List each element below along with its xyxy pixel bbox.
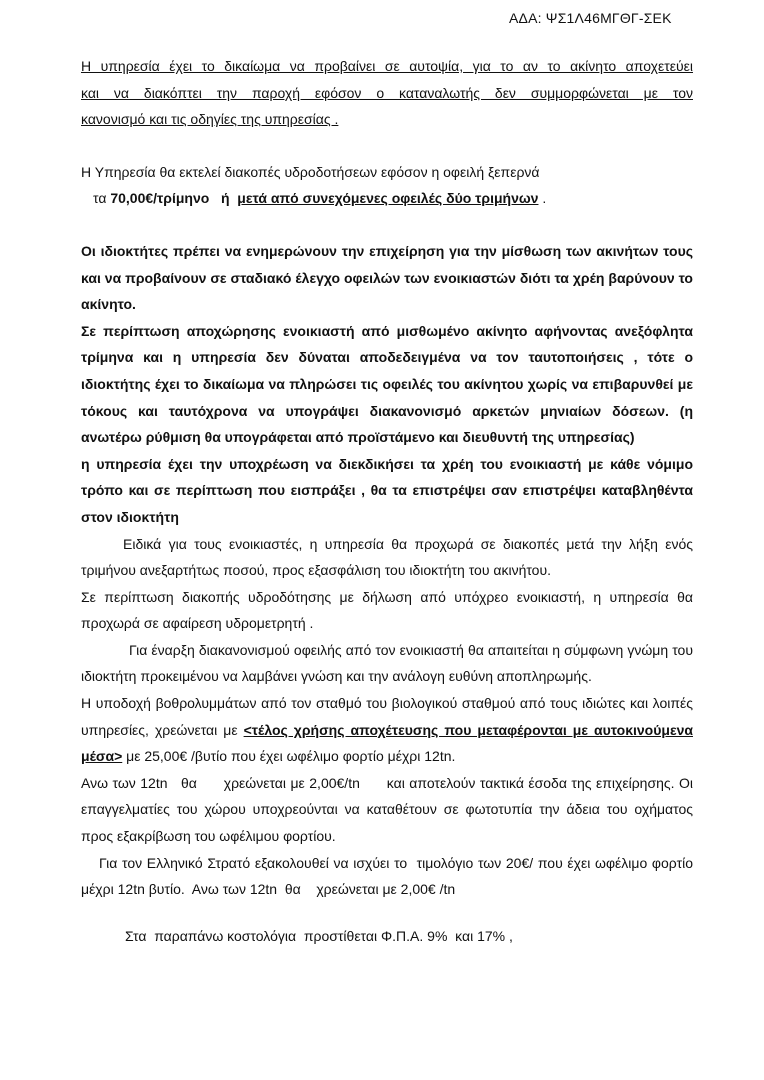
supply-cut-or: ή xyxy=(209,190,238,207)
inspection-line-1: Η υπηρεσία έχει το δικαίωμα να προβαίνει σε αυτοψία, για το αν το ακίνητο αποχετεύει xyxy=(81,58,693,74)
document-body xyxy=(81,53,697,949)
spacer xyxy=(81,133,693,159)
spacer xyxy=(81,903,693,923)
ada-code: ΑΔΑ: ΨΣ1Λ46ΜΓΘΓ-ΣΕΚ xyxy=(509,10,672,26)
supply-cut-condition: μετά από συνεχόμενες οφειλές δύο τριμήνων xyxy=(237,190,539,207)
owners-paragraph: Οι ιδιοκτήτες πρέπει να ενημερώνουν την επιχείρηση για την μίσθωση των ακινήτων τους και να προβαίνουν σε σταδιακό έλεγχο οφειλών των ενοικιαστών διότι τα χρέη βαρύνουν το ακίνητο. xyxy=(81,242,693,313)
spacer xyxy=(81,212,693,238)
inspection-paragraph xyxy=(81,53,693,133)
over-12tn-paragraph: Ανω των 12tn θα χρεώνεται με 2,00€/tn και αποτελούν τακτικά έσοδα της επιχείρησης. Οι επαγγελματίες του χώρου υποχρεούνται να καταθέτουν σε φωτοτυπία την άδεια του οχήματος προς εξακρίβωση του ωφέλιμου φορτίου. xyxy=(81,774,697,845)
vat-paragraph: Στα παραπάνω κοστολόγια προστίθεται Φ.Π.Α. 9% και 17% , xyxy=(125,927,513,944)
supply-cut-amount: 70,00€/τρίμηνο xyxy=(110,190,210,207)
debt-claim-paragraph: η υπηρεσία έχει την υποχρέωση να διεκδικήσει τα χρέη του ενοικιαστή με κάθε νόμιμο τρόπο και σε περίπτωση που εισπράξει , θα τα επιστρέψει σαν επιστρέψει καταβληθέντα στον ιδιοκτήτη xyxy=(81,455,693,525)
supply-cut-line-1: Η Υπηρεσία θα εκτελεί διακοπές υδροδοτήσεων εφόσον η οφειλή ξεπερνά xyxy=(81,163,540,180)
tenants-cut-paragraph: Ειδικά για τους ενοικιαστές, η υπηρεσία θα προχωρά σε διακοπές μετά την λήξη ενός τριμήνου ανεξαρτήτως ποσού, προς εξασφάλιση του ιδιοκτήτη του ακινήτου. xyxy=(81,535,693,579)
settlement-consent-paragraph: Για έναρξη διακανονισμού οφειλής από τον ενοικιαστή θα απαιτείται η σύμφωνη γνώμη του ιδιοκτήτη προκειμένου να λαμβάνει γνώση και την ανάλογη ευθύνη αποπληρωμής. xyxy=(81,641,693,685)
inspection-line-3: κανονισμό και τις οδηγίες της υπηρεσίας . xyxy=(81,111,339,128)
supply-cut-pre: τα xyxy=(93,190,111,207)
septage-post: με 25,00€ /βυτίο που έχει ωφέλιμο φορτίο μέχρι 12tn. xyxy=(122,748,456,765)
inspection-line-2: και να διακόπτει την παροχή εφόσον ο καταναλωτής δεν συμμορφώνεται με τον xyxy=(81,84,693,101)
supply-cut-end: . xyxy=(538,190,547,207)
septage-fee-name: <τέλος χρήσης αποχέτευσης που μεταφέρονται με αυτοκινούμενα μέσα> xyxy=(81,721,693,765)
supply-cut-paragraph xyxy=(81,159,693,212)
meter-removal-paragraph: Σε περίπτωση διακοπής υδροδότησης με δήλωση από υπόχρεο ενοικιαστή, η υπηρεσία θα προχωρά σε αφαίρεση υδρομετρητή . xyxy=(81,588,693,632)
supply-cut-line-2 xyxy=(81,185,693,212)
army-paragraph: Για τον Ελληνικό Στρατό εξακολουθεί να ισχύει το τιμολόγιο των 20€/ που έχει ωφέλιμο φορτίο μέχρι 12tn βυτίο. Ανω των 12tn θα χρεώνεται με 2,00€ /tn xyxy=(81,854,697,898)
septage-pre: Η υποδοχή βοθρολυμμάτων από τον σταθμό του βιολογικού σταθμού από τους ιδιώτες και λοιπές υπηρεσίες, χρεώνεται με xyxy=(81,695,693,738)
septage-paragraph xyxy=(81,690,693,770)
tenant-departure-paragraph: Σε περίπτωση αποχώρησης ενοικιαστή από μισθωμένο ακίνητο αφήνοντας ανεξόφλητα τρίμηνα και η υπηρεσία δεν δύναται αποδεδειγμένα να τον ταυτοποιήσεις , τότε ο ιδιοκτήτης έχει το δικαίωμα να πληρώσει τις οφειλές του ακίνητου χωρίς να επιβαρυνθεί με τόκους και ταυτόχρονα να υπογράψει διακανονισμό αρκετών μηνιαίων δόσεων. (η ανωτέρω ρύθμιση θα υπογράφεται από προϊστάμενο και διευθυντή της υπηρεσίας) xyxy=(81,322,693,446)
